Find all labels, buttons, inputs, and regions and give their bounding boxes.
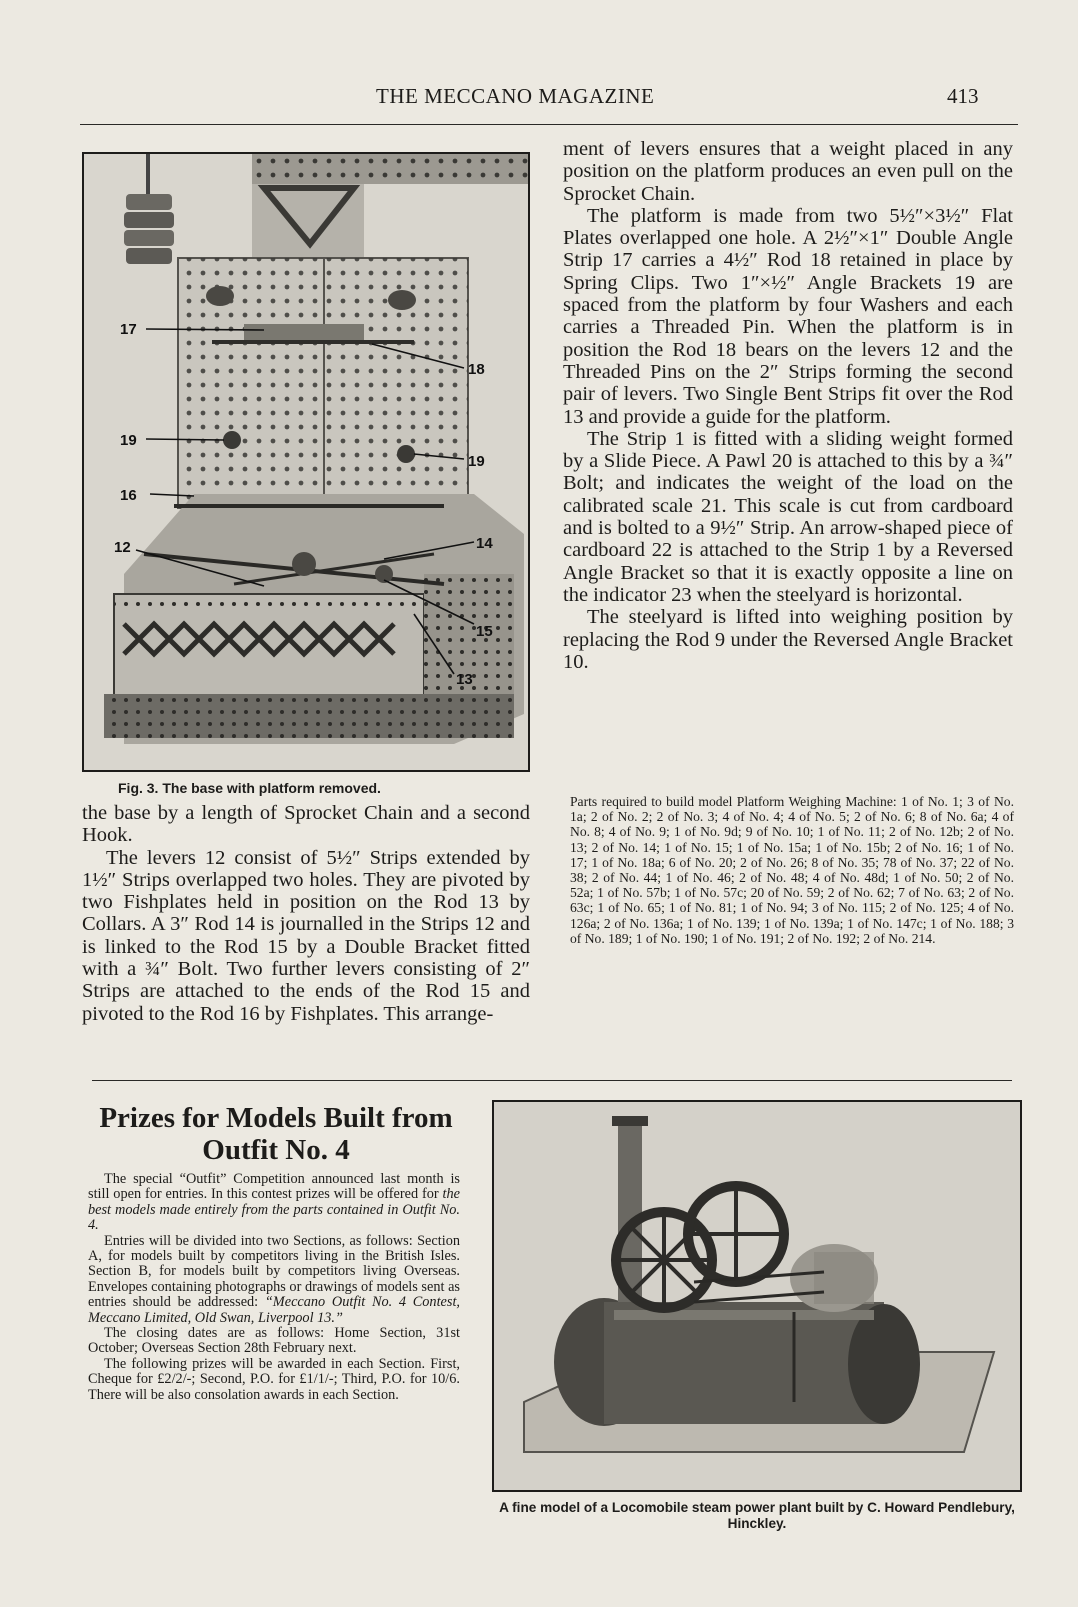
prizes-heading: Prizes for Models Built from Outfit No. 4 (99, 1102, 453, 1166)
running-head (0, 84, 1078, 114)
prizes-text-italic: the best models made entirely from the parts contained in Outfit No. 4. (88, 1186, 460, 1234)
magazine-title: THE MECCANO MAGAZINE (376, 84, 655, 108)
callout-18: 18 (468, 361, 485, 378)
callout-12: 12 (114, 539, 131, 556)
figure-3-photo (82, 152, 530, 772)
article-right-column (563, 138, 1013, 673)
prizes-paragraph: The closing dates are as follows: Home Section, 31st October; Overseas Section 28th February next. (88, 1325, 460, 1357)
header-rule (80, 124, 1018, 125)
article-paragraph: ment of levers ensures that a weight placed in any position on the platform produces an even pull on the Sprocket Chain. (563, 138, 1013, 205)
prizes-address: “Meccano Outfit No. 4 Contest, Meccano Limited, Old Swan, Liverpool 13.” (88, 1294, 461, 1326)
page-number: 413 (947, 84, 979, 108)
prizes-paragraph: The following prizes will be awarded in each Section. First, Cheque for £2/2/-; Second, P.O. for £1/1/-; Third, P.O. for 10/6. There will be also consolation awards in each Section. (88, 1355, 460, 1403)
parts-list: Parts required to build model Platform Weighing Machine: 1 of No. 1; 3 of No. 1a; 2 of No. 2; 2 of No. 3; 4 of No. 4; 4 of No. 5; 2 of No. 6; 8 of No. 6a; 4 of No. 8; 4 of No. 9; 1 of No. 9d; 9 of No. 10; 1 of No. 11; 2 of No. 12b; 2 of No. 13; 2 of No. 14; 1 of No. 15; 1 of No. 15a; 1 of No. 15b; 2 of No. 16; 1 of No. 17; 1 of No. 18a; 6 of No. 20; 2 of No. 26; 8 of No. 35; 78 of No. 37; 22 of No. 38; 2 of No. 44; 1 of No. 46; 2 of No. 48; 4 of No. 48d; 1 of No. 50; 2 of No. 52a; 1 of No. 57b; 1 of No. 57c; 20 of No. 59; 2 of No. 62; 7 of No. 63; 2 of No. 63c; 1 of No. 65; 1 of No. 81; 1 of No. 94; 3 of No. 115; 2 of No. 125; 4 of No. 126a; 2 of No. 136a; 1 of No. 139; 1 of No. 139a; 1 of No. 147c; 1 of No. 188; 3 of No. 189; 1 of No. 190; 1 of No. 191; 2 of No. 192; 2 of No. 214. (570, 794, 1014, 946)
article-left-column (82, 802, 530, 1025)
locomobile-model-photo (492, 1100, 1022, 1492)
prizes-paragraph (88, 1234, 460, 1326)
section-rule (92, 1080, 1012, 1081)
article-paragraph: the base by a length of Sprocket Chain and a second Hook. (82, 802, 530, 847)
article-paragraph: The platform is made from two 5½″×3½″ Flat Plates overlapped one hole. A 2½″×1″ Double Angle Strip 17 carries a 4½″ Rod 18 retained in place by Spring Clips. Two 1″×½″ Angle Brackets 19 are spaced from the platform by four Washers and each carries a Threaded Pin. When the platform is in position the Rod 18 bears on the levers 12 and the Threaded Pins on the 2″ Strips forming the second pair of levers. Two Single Bent Strips fit over the Rod 13 and provide a guide for the platform. (563, 204, 1013, 428)
callout-14: 14 (476, 535, 493, 552)
article-paragraph: The levers 12 consist of 5½″ Strips extended by 1½″ Strips overlapped two holes. They are pivoted by two Fishplates held in position on the Rod 13 by Collars. A 3″ Rod 14 is journalled in the Strips 12 and is linked to the Rod 15 by a Double Bracket fitted with a ¾″ Bolt. Two further levers consisting of 2″ Strips are attached to the ends of the Rod 15 and pivoted to the Rod 16 by Fishplates. This arrange- (82, 846, 530, 1025)
callout-13: 13 (456, 671, 473, 688)
callout-17: 17 (120, 321, 137, 338)
photo-caption: A fine model of a Locomobile steam power plant built by C. Howard Pendlebury, Hinckley. (499, 1500, 1015, 1531)
prizes-paragraph (88, 1172, 460, 1234)
callout-15: 15 (476, 623, 493, 640)
callout-19-left: 19 (120, 432, 137, 449)
article-paragraph: The Strip 1 is fitted with a sliding weight formed by a Slide Piece. A Pawl 20 is attached to this by a ¾″ Bolt; and indicates the weight of the load on the calibrated scale 21. This scale is cut from cardboard and is bolted to a 9½″ Strip. An arrow-shaped piece of cardboard 22 is attached to the Strip 1 by a Reversed Angle Bracket so that it is exactly opposite a line on the indicator 23 when the steelyard is horizontal. (563, 427, 1013, 606)
prizes-text-plain: The special “Outfit” Competition announced last month is still open for entries. In this contest prizes will be offered for (88, 1171, 460, 1203)
figure-3-caption: Fig. 3. The base with platform removed. (118, 780, 381, 796)
prizes-article (88, 1172, 460, 1403)
article-paragraph: The steelyard is lifted into weighing position by replacing the Rod 9 under the Reversed Angle Bracket 10. (563, 606, 1013, 673)
prizes-text-plain: Entries will be divided into two Sections, as follows: Section A, for models built by competitors living in the British Isles. Section B, for models built by competitors living Overseas. Envelopes containing photographs or drawings of models sent as entries should be addressed: (88, 1232, 460, 1311)
callout-19-right: 19 (468, 453, 485, 470)
callout-16: 16 (120, 487, 137, 504)
